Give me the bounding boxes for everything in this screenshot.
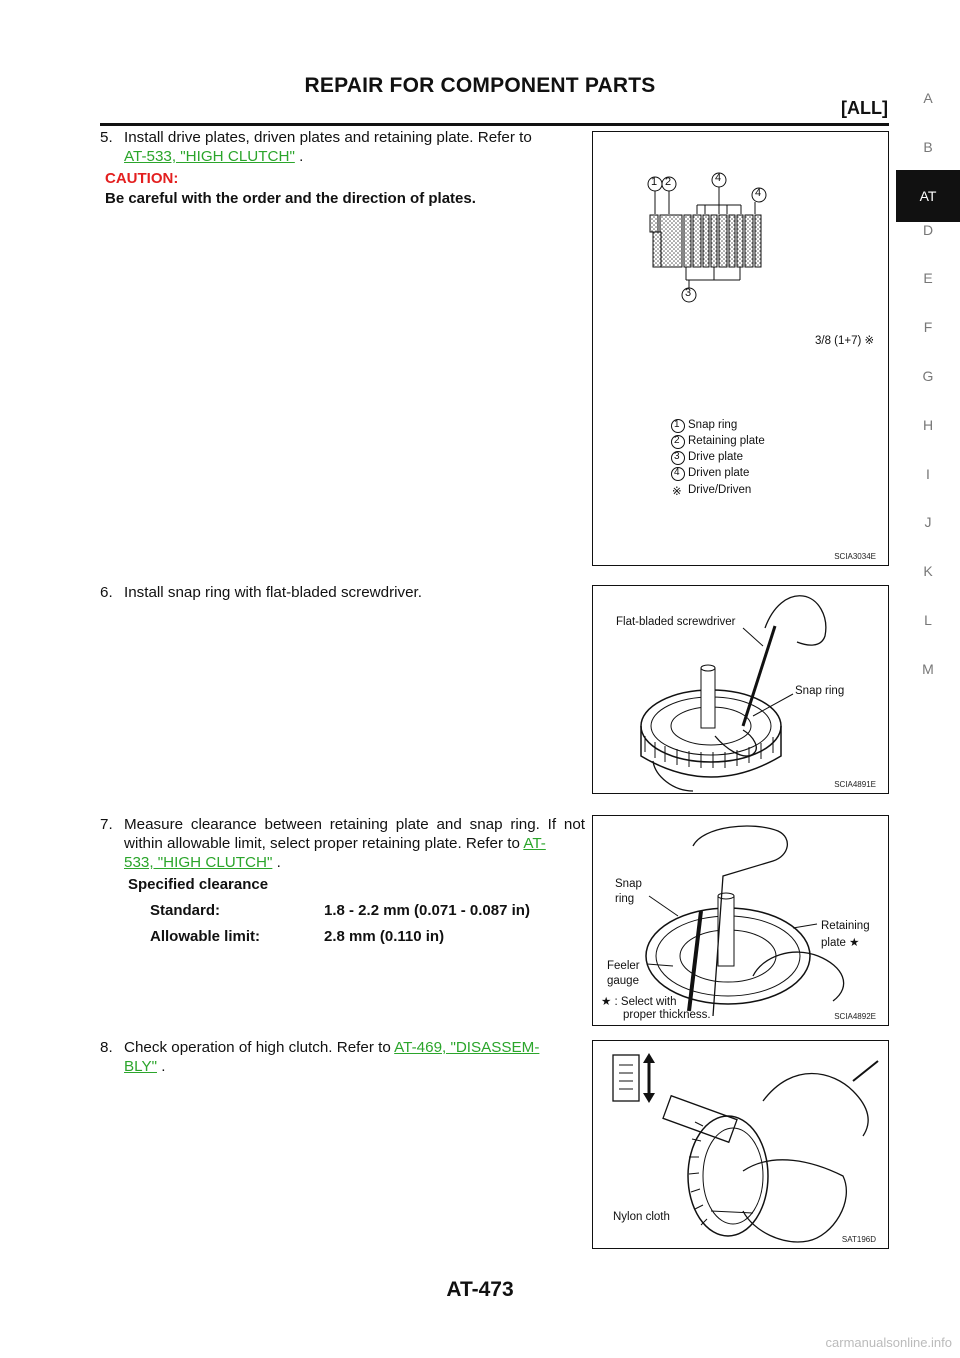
side-index-m[interactable]: M xyxy=(922,660,934,677)
legend-snap-ring: Snap ring xyxy=(688,419,738,431)
side-index-at[interactable]: AT xyxy=(896,170,960,222)
label-ring: ring xyxy=(615,893,635,905)
figure-code: SAT196D xyxy=(841,1235,876,1244)
label-plate-star: plate ★ xyxy=(821,937,860,949)
legend-driven-plate: Driven plate xyxy=(688,467,750,479)
spec-label: Allowable limit: xyxy=(150,928,261,945)
figure-code: SCIA3034E xyxy=(834,552,876,561)
spec-value: 1.8 - 2.2 mm (0.071 - 0.087 in) xyxy=(324,902,530,919)
callout-4b: 4 xyxy=(755,187,762,199)
callout-3: 3 xyxy=(685,287,692,299)
side-index-a[interactable]: A xyxy=(923,90,933,106)
figure-snap-ring-install xyxy=(592,585,889,794)
step-number: 8. xyxy=(100,1039,113,1056)
spec-value: 2.8 mm (0.110 in) xyxy=(324,928,445,945)
legend-retaining-plate: Retaining plate xyxy=(688,435,765,447)
ref-link-at-469[interactable]: AT-469, "DISASSEM- xyxy=(394,1039,540,1056)
step-8: 8. Check operation of high clutch. Refer to AT-469, "DISASSEM- BLY" . xyxy=(100,1039,540,1075)
side-index-f[interactable]: F xyxy=(923,319,933,336)
figure-code: SCIA4891E xyxy=(834,780,876,789)
spec-label: Standard: xyxy=(150,902,221,919)
legend-drive-plate: Drive plate xyxy=(688,451,743,463)
figure-plate-order: 1 2 4 4 3 3/8 (1+7) ※ 1 Snap ring 2 Retaining plate 3 Drive plate 4 Driven plate ※ Drive/Driven SCIA3034E xyxy=(592,131,889,566)
header-rule xyxy=(100,123,889,126)
watermark: carmanualsonline.info xyxy=(825,1335,952,1350)
note-select-with: ★ : Select with xyxy=(601,996,677,1008)
ref-link-at-533[interactable]: AT-533, "HIGH CLUTCH" xyxy=(124,148,295,165)
label-nylon-cloth: Nylon cloth xyxy=(613,1211,670,1223)
label-gauge: gauge xyxy=(607,975,639,987)
service-symbol-icon xyxy=(613,1053,655,1103)
side-index-i[interactable]: I xyxy=(926,465,930,482)
step-text: Check operation of high clutch. Refer to xyxy=(124,1039,391,1056)
caution-text: Be careful with the order and the direction of plates. xyxy=(105,190,476,207)
caution-label: CAUTION: xyxy=(105,170,179,187)
step-number: 6. xyxy=(100,584,113,601)
label-snap-ring: Snap ring xyxy=(795,685,845,697)
side-index xyxy=(896,88,960,708)
step-5: 5. Install drive plates, driven plates and retaining plate. Refer to AT-533, "HIGH CLUTCH" . xyxy=(100,129,532,165)
ref-link-at-533-cont[interactable]: 533, "HIGH CLUTCH" xyxy=(124,854,273,871)
step-text: Install snap ring with flat-bladed screwdriver. xyxy=(124,584,422,601)
figure-check-operation xyxy=(592,1040,889,1249)
note-proper-thickness: proper thickness. xyxy=(623,1009,711,1021)
step-6 xyxy=(100,583,585,602)
side-index-g[interactable]: G xyxy=(922,367,934,384)
page-number: AT-473 xyxy=(446,1278,514,1301)
spec-row-allowable xyxy=(150,928,444,945)
figure-code: SCIA4892E xyxy=(834,1012,876,1021)
side-index-l[interactable]: L xyxy=(924,611,932,628)
side-index-d[interactable]: D xyxy=(922,221,934,238)
callout-1: 1 xyxy=(651,176,658,188)
side-index-e[interactable]: E xyxy=(923,270,933,287)
section-tag: [ALL] xyxy=(841,98,888,118)
label-retaining: Retaining xyxy=(821,920,870,932)
figure-clearance-measure xyxy=(592,815,889,1026)
side-index-b[interactable]: B xyxy=(923,138,933,155)
step-7: 7. Measure clearance between retaining plate and snap ring. If not within allowable limit, select proper retaining plate. Refer to AT- 533, "HIGH CLUTCH" . xyxy=(100,816,585,871)
label-flat-bladed-screwdriver: Flat-bladed screwdriver xyxy=(616,616,736,628)
label-snap: Snap xyxy=(615,878,642,890)
step-text: Measure clearance between retaining plate and snap ring. If not within allowable limit, select proper retaining plate. Refer to xyxy=(124,816,585,852)
label-feeler: Feeler xyxy=(607,960,640,972)
side-index-h[interactable]: H xyxy=(922,416,934,433)
side-index-k[interactable]: K xyxy=(923,563,933,580)
step-number: 5. xyxy=(100,129,113,146)
spec-title: Specified clearance xyxy=(128,876,269,893)
legend-drive-driven: Drive/Driven xyxy=(688,484,752,496)
side-index-j[interactable]: J xyxy=(924,514,932,531)
spec-row-standard xyxy=(150,902,530,919)
step-text: Install drive plates, driven plates and retaining plate. Refer to xyxy=(124,129,532,146)
page-title: REPAIR FOR COMPONENT PARTS xyxy=(304,74,656,97)
plate-order-diagram xyxy=(593,132,890,567)
ref-link-at-533[interactable]: AT- xyxy=(523,835,546,852)
step-number: 7. xyxy=(100,816,113,833)
plate-ratio: 3/8 (1+7) ※ xyxy=(815,335,875,347)
callout-4a: 4 xyxy=(715,172,722,184)
ref-link-at-469-cont[interactable]: BLY" xyxy=(124,1058,157,1075)
callout-2: 2 xyxy=(665,176,672,188)
